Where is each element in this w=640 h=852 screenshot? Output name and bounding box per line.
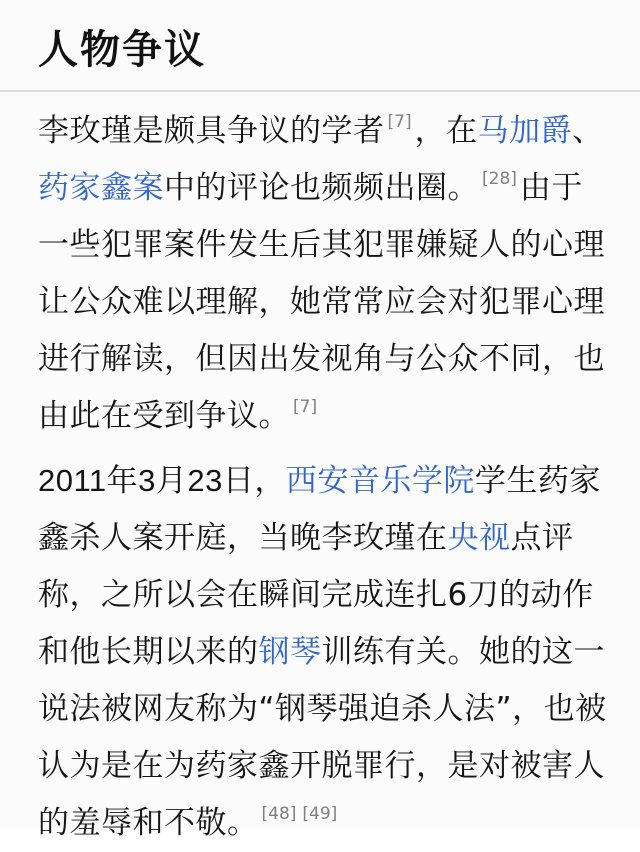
text-span: 和他长期以来的 (38, 634, 259, 670)
text-span: 学生药家 (474, 463, 601, 499)
link-ma-jiajue[interactable]: 马加爵 (477, 113, 573, 149)
reference-link[interactable]: [28] (482, 169, 517, 189)
text-span: 鑫杀人案开庭，当晚李玫瑾在 (38, 520, 448, 556)
text-span: ，在 (414, 113, 478, 149)
text-line (38, 510, 638, 567)
text-span: 的羞辱和不敬。 (38, 805, 259, 841)
reference-link[interactable]: [7] (293, 397, 318, 417)
text-line (38, 795, 638, 852)
text-line: 一些犯罪案件发生后其犯罪嫌疑人的心理 (38, 227, 605, 263)
section-heading: 人物争议 (38, 27, 206, 73)
link-cctv[interactable]: 央视 (447, 520, 511, 556)
text-span: 由于 (519, 170, 583, 206)
text-span: 训练有关。她的这一 (321, 634, 605, 670)
paragraph-controversy-intro (38, 103, 638, 445)
text-span: 2011年3月23日， (38, 463, 286, 498)
text-line: 进行解读，但因出发视角与公众不同，也 (38, 341, 605, 377)
paragraph-2011-incident (38, 452, 638, 852)
text-line: 说法被网友称为“钢琴强迫杀人法”，也被 (38, 691, 607, 727)
text-line (38, 452, 638, 510)
text-line (38, 624, 638, 681)
reference-link[interactable]: [48] (261, 804, 297, 824)
text-span: 中的评论也频频出圈。 (164, 170, 479, 206)
link-xian-conservatory[interactable]: 西安音乐学院 (285, 463, 475, 499)
text-line: 称，之所以会在瞬间完成连扎6刀的动作 (38, 577, 594, 613)
link-piano[interactable]: 钢琴 (258, 634, 322, 670)
text-span: 点评 (510, 520, 574, 556)
text-line (38, 103, 638, 160)
text-line: 让公众难以理解，她常常应会对犯罪心理 (38, 284, 605, 320)
text-span: 由此在受到争议。 (38, 398, 290, 434)
reference-link[interactable]: [49] (302, 804, 338, 824)
link-yao-jiaxin-case[interactable]: 药家鑫案 (38, 170, 164, 206)
text-span: 李玫瑾是颇具争议的学者 (38, 113, 385, 149)
heading-divider (0, 90, 640, 92)
reference-link[interactable]: [7] (387, 112, 412, 132)
text-line (38, 160, 638, 217)
text-span: 、 (572, 113, 604, 149)
text-line (38, 388, 638, 445)
text-line: 认为是在为药家鑫开脱罪行，是对被害人 (38, 748, 605, 784)
